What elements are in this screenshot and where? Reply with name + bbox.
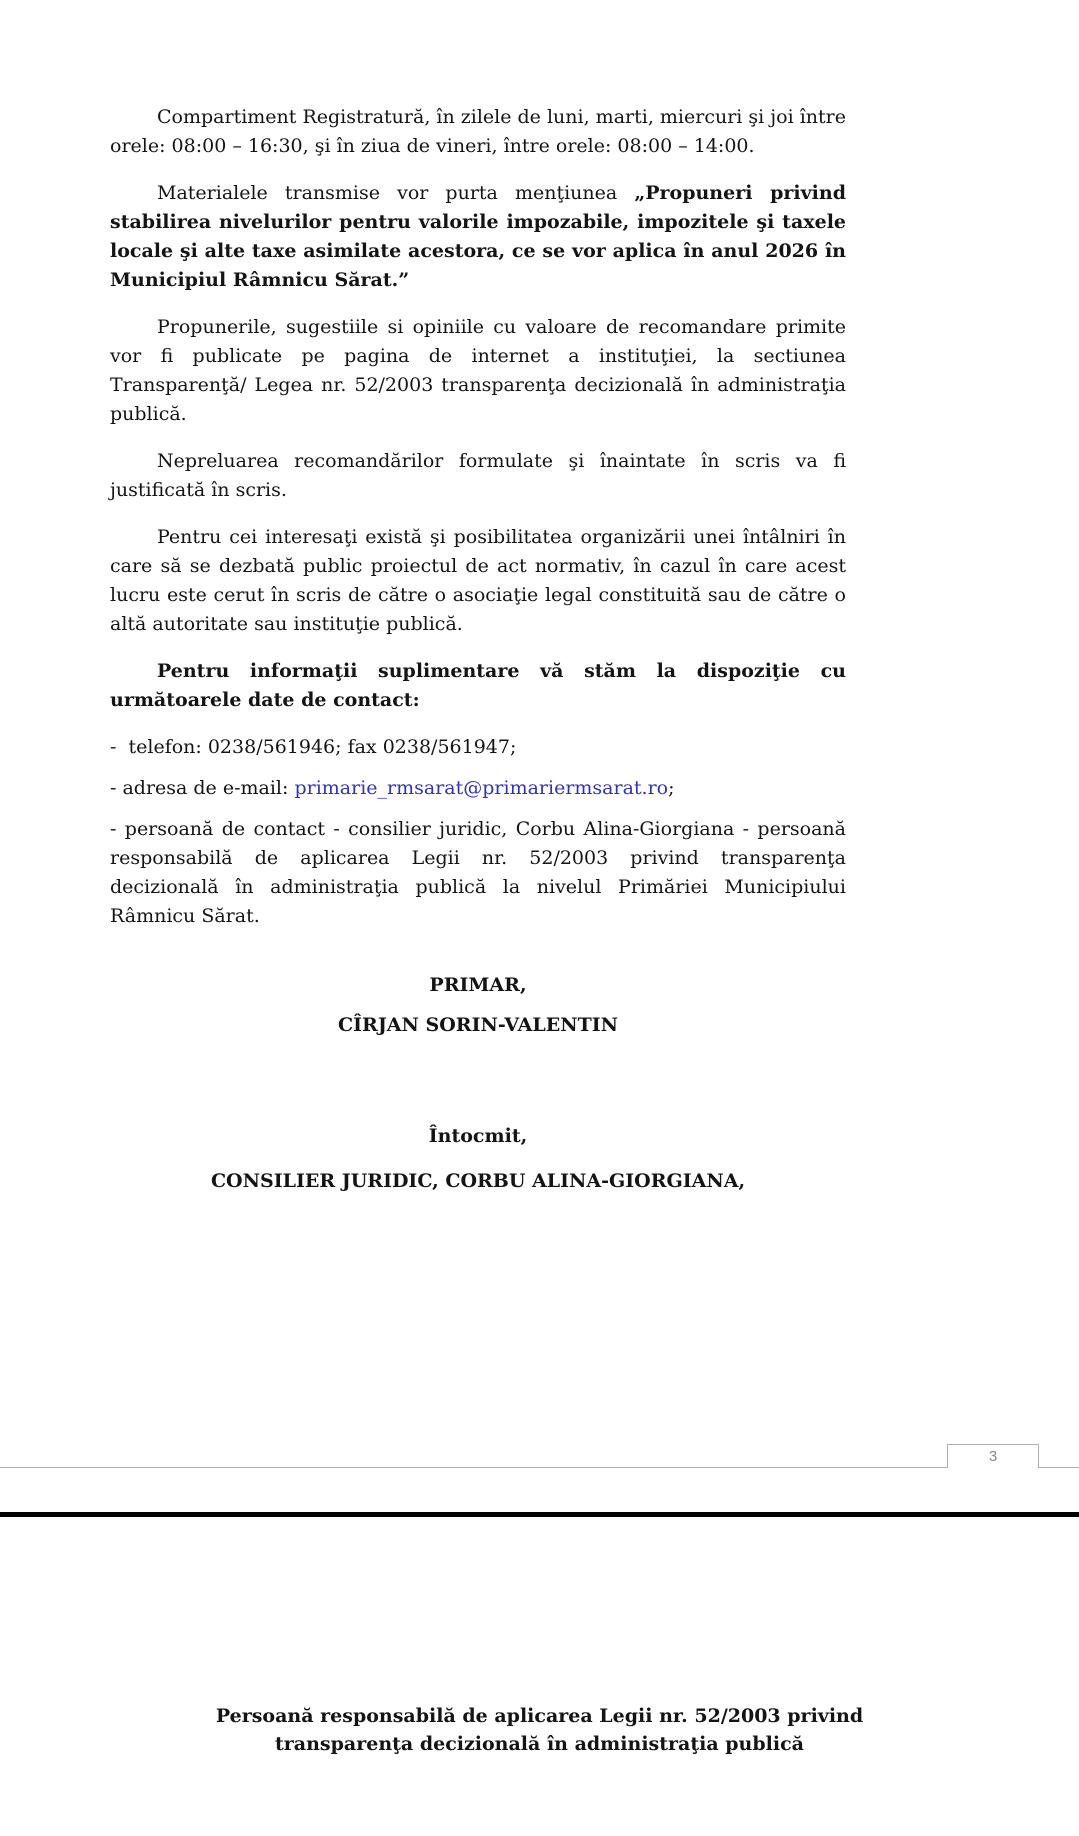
contact-email-suffix: ; [668,777,675,799]
next-page-heading [0,1702,1079,1758]
paragraph-propunerile-publicate: Propunerile, sugestiile si opiniile cu valoare de recomandare primite vor fi publicate pe pagina de internet a instituţiei, la sectiunea Transparenţă/ Legea nr. 52/2003 transparenţa decizională în administraţia publică. [110,316,846,425]
paragraph-informatii-suplimentare: Pentru informaţii suplimentare vă stăm la dispoziţie cu următoarele date de contact: [110,660,846,711]
paragraph-program-registratura: Compartiment Registratură, în zilele de luni, marti, miercuri şi joi între orele: 08:00 – 16:30, şi în ziua de vineri, între orele: 08:00 – 14:00. [110,106,846,157]
next-page-header-rule [0,1512,1079,1517]
paragraph-nepreluarea: Nepreluarea recomandărilor formulate şi înaintate în scris va fi justificată în scris. [110,450,846,501]
contact-email-label: - adresa de e-mail: [110,777,295,799]
page-boundary-line [0,1467,1079,1468]
signature-primar-name: CÎRJAN SORIN-VALENTIN [338,1014,618,1036]
paragraph-persoana-contact: - persoană de contact - consilier juridic, Corbu Alina-Giorgiana - persoană responsabilă de aplicarea Legii nr. 52/2003 privind transparenţa decizională în administraţia publică la nivelul Primăriei Municipiului Râmnicu Sărat. [110,818,846,927]
next-page-heading-line-1: Persoană responsabilă de aplicarea Legii nr. 52/2003 privind [215,1705,864,1727]
paragraph-materialele-bold-mention: „Propuneri privind stabilirea nivelurilor pentru valorile impozabile, impozitele şi taxele locale şi alte taxe asimilate acestora, ce se vor aplica în anul 2026 în Municipiul Râmnicu Sărat.” [110,182,846,291]
paragraph-pentru-cei-interesati: Pentru cei interesaţi există şi posibilitatea organizării unei întâlniri în care să se dezbată public proiectul de act normativ, în cazul în care acest lucru este cerut în scris de către o asociaţie legal constituită sau de către o altă autoritate sau instituţie publică. [110,526,846,635]
page-number-label: 3 [988,1448,998,1465]
paragraph-materialele-normal-text: Materialele transmise vor purta menţiunea [157,182,635,204]
page-number-tab [947,1444,1039,1468]
signature-intocmit-label: Întocmit, [428,1125,528,1147]
signature-consilier-name: CONSILIER JURIDIC, CORBU ALINA-GIORGIANA, [210,1170,746,1192]
contact-email-line [110,774,846,803]
email-link[interactable]: primarie_rmsarat@primariermsarat.ro [294,777,669,799]
document-page-3-content [110,103,846,1196]
contact-phone-line: - telefon: 0238/561946; fax 0238/561947; [110,736,517,758]
signature-primar-title: PRIMAR, [429,974,527,996]
signature-block [110,971,846,1196]
next-page-heading-line-2: transparenţa decizională în administraţia publică [275,1733,804,1755]
paragraph-materialele-transmise [110,179,846,295]
